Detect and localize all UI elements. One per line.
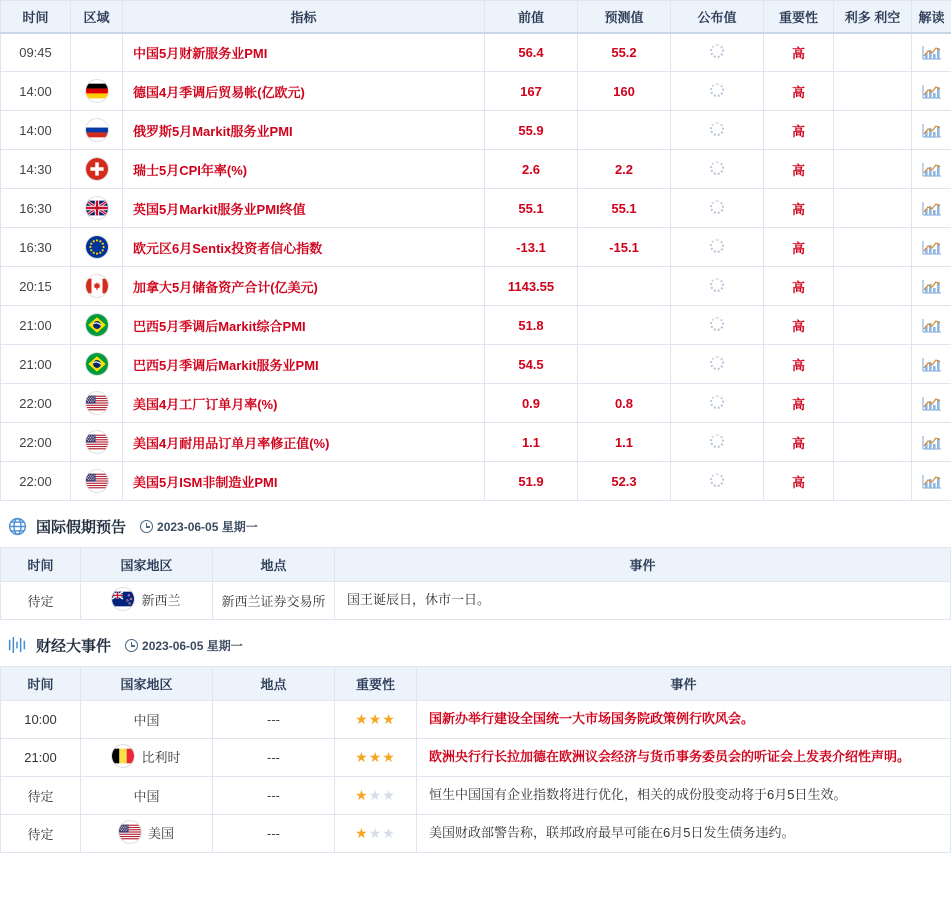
cell-previous: -13.1: [485, 228, 578, 267]
cell-importance: 高: [764, 306, 834, 345]
country-label: 新西兰: [141, 592, 181, 608]
loading-spinner-icon: [710, 200, 724, 214]
events-section-header: [0, 620, 951, 666]
star-icon: ★: [368, 825, 383, 841]
cell-importance: [335, 739, 417, 777]
events-icon: [6, 634, 28, 656]
table-row[interactable]: [1, 701, 951, 739]
cell-importance: [335, 701, 417, 739]
star-icon: ★: [382, 787, 396, 803]
chart-icon[interactable]: [922, 239, 942, 256]
cell-analysis[interactable]: [912, 345, 951, 384]
cell-importance: 高: [764, 189, 834, 228]
cell-forecast: [578, 267, 671, 306]
cell-time: 10:00: [1, 701, 81, 739]
table-row[interactable]: [1, 72, 951, 111]
cell-time: 待定: [1, 582, 81, 620]
table-row[interactable]: [1, 33, 951, 72]
cell-importance: 高: [764, 72, 834, 111]
cell-impact: [834, 345, 912, 384]
holiday-table-body: [1, 582, 951, 620]
cell-time: 16:30: [1, 228, 71, 267]
loading-spinner-icon: [710, 356, 724, 370]
cell-forecast: 55.2: [578, 33, 671, 72]
cell-impact: [834, 228, 912, 267]
cell-indicator[interactable]: 德国4月季调后贸易帐(亿欧元): [123, 72, 485, 111]
cell-analysis[interactable]: [912, 267, 951, 306]
cell-region: [71, 189, 123, 228]
cell-impact: [834, 462, 912, 501]
cell-forecast: [578, 345, 671, 384]
cell-region: [71, 150, 123, 189]
cell-previous: 55.1: [485, 189, 578, 228]
cell-time: 21:00: [1, 345, 71, 384]
cell-forecast: 1.1: [578, 423, 671, 462]
cell-previous: 0.9: [485, 384, 578, 423]
country-label: 中国: [133, 789, 160, 804]
col-impact: 利多 利空: [834, 1, 912, 33]
cell-place: ---: [213, 739, 335, 777]
cell-actual: [671, 33, 764, 72]
cell-importance: 高: [764, 345, 834, 384]
table-row[interactable]: [1, 462, 951, 501]
chart-icon[interactable]: [922, 356, 942, 373]
cell-indicator[interactable]: 俄罗斯5月Markit服务业PMI: [123, 111, 485, 150]
cell-actual: [671, 462, 764, 501]
table-row[interactable]: [1, 423, 951, 462]
cell-region: [71, 111, 123, 150]
cell-importance: 高: [764, 33, 834, 72]
importance-stars: [355, 749, 396, 765]
cell-region: [71, 384, 123, 423]
cell-indicator[interactable]: 瑞士5月CPI年率(%): [123, 150, 485, 189]
flag-icon-eu: [86, 236, 108, 258]
cell-indicator[interactable]: 加拿大5月储备资产合计(亿美元): [123, 267, 485, 306]
cell-region: [71, 267, 123, 306]
cell-previous: 51.8: [485, 306, 578, 345]
cell-time: 22:00: [1, 384, 71, 423]
cell-event: 欧洲央行行长拉加德在欧洲议会经济与货币事务委员会的听证会上发表介绍性声明。: [417, 739, 951, 777]
chart-icon[interactable]: [922, 200, 942, 217]
clock-icon: [125, 639, 138, 652]
col-region: 区域: [71, 1, 123, 33]
cell-analysis[interactable]: [912, 384, 951, 423]
col-importance: 重要性: [335, 667, 417, 701]
cell-impact: [834, 33, 912, 72]
economic-calendar-header: [1, 1, 951, 33]
col-indicator: 指标: [123, 1, 485, 33]
cell-importance: 高: [764, 384, 834, 423]
cell-country: [81, 777, 213, 815]
table-row[interactable]: [1, 345, 951, 384]
cell-time: 14:00: [1, 111, 71, 150]
col-importance: 重要性: [764, 1, 834, 33]
col-country: 国家地区: [81, 548, 213, 582]
col-event: 事件: [335, 548, 951, 582]
cell-indicator[interactable]: 美国4月工厂订单月率(%): [123, 384, 485, 423]
cell-analysis[interactable]: [912, 33, 951, 72]
cell-impact: [834, 306, 912, 345]
chart-icon[interactable]: [922, 395, 942, 412]
flag-icon-usa: [86, 392, 108, 414]
holiday-date-text: 2023-06-05 星期一: [157, 519, 258, 534]
chart-icon[interactable]: [922, 317, 942, 334]
cell-analysis[interactable]: [912, 423, 951, 462]
cell-analysis[interactable]: [912, 189, 951, 228]
cell-actual: [671, 189, 764, 228]
cell-indicator[interactable]: 巴西5月季调后Markit综合PMI: [123, 306, 485, 345]
cell-importance: 高: [764, 462, 834, 501]
loading-spinner-icon: [710, 44, 724, 58]
table-row[interactable]: [1, 189, 951, 228]
holiday-table-header: [1, 548, 951, 582]
cell-indicator[interactable]: 美国4月耐用品订单月率修正值(%): [123, 423, 485, 462]
loading-spinner-icon: [710, 122, 724, 136]
cell-forecast: [578, 111, 671, 150]
table-row[interactable]: [1, 777, 951, 815]
chart-icon[interactable]: [922, 434, 942, 451]
cell-analysis[interactable]: [912, 462, 951, 501]
col-forecast: 预测值: [578, 1, 671, 33]
loading-spinner-icon: [710, 278, 724, 292]
star-icon: ★: [355, 749, 369, 765]
flag-icon-brazil: [86, 353, 108, 375]
cell-previous: 51.9: [485, 462, 578, 501]
cell-impact: [834, 267, 912, 306]
holiday-section-date: [140, 518, 258, 535]
cell-region: [71, 423, 123, 462]
holiday-section-title: 国际假期预告: [36, 518, 127, 536]
cell-time: 22:00: [1, 462, 71, 501]
cell-actual: [671, 423, 764, 462]
loading-spinner-icon: [710, 395, 724, 409]
star-icon: ★: [355, 825, 369, 841]
chart-icon[interactable]: [922, 473, 942, 490]
holiday-section-header: [0, 501, 951, 547]
importance-stars: [355, 787, 396, 803]
table-row[interactable]: [1, 228, 951, 267]
cell-actual: [671, 306, 764, 345]
flag-icon-switzerland: [86, 158, 108, 180]
cell-previous: 56.4: [485, 33, 578, 72]
cell-impact: [834, 150, 912, 189]
cell-event: 国王诞辰日，休市一日。: [335, 582, 951, 620]
cell-indicator[interactable]: 中国5月财新服务业PMI: [123, 33, 485, 72]
cell-actual: [671, 72, 764, 111]
cell-region: [71, 72, 123, 111]
flag-icon-russia: [86, 119, 108, 141]
table-row[interactable]: [1, 739, 951, 777]
cell-indicator[interactable]: 美国5月ISM非制造业PMI: [123, 462, 485, 501]
cell-region: [71, 345, 123, 384]
loading-spinner-icon: [710, 161, 724, 175]
star-icon: ★: [368, 711, 383, 727]
flag-icon-usa: [86, 431, 108, 453]
cell-analysis[interactable]: [912, 228, 951, 267]
cell-country: [81, 815, 213, 853]
chart-icon[interactable]: [922, 122, 942, 139]
cell-forecast: 52.3: [578, 462, 671, 501]
cell-indicator[interactable]: 巴西5月季调后Markit服务业PMI: [123, 345, 485, 384]
flag-icon-canada: [86, 275, 108, 297]
cell-time: 16:30: [1, 189, 71, 228]
chart-icon[interactable]: [922, 44, 942, 61]
importance-stars: [355, 711, 396, 727]
cell-time: 09:45: [1, 33, 71, 72]
cell-indicator[interactable]: 欧元区6月Sentix投资者信心指数: [123, 228, 485, 267]
loading-spinner-icon: [710, 473, 724, 487]
cell-impact: [834, 111, 912, 150]
cell-forecast: [578, 306, 671, 345]
globe-icon: [6, 515, 28, 537]
flag-icon-usa: [86, 470, 108, 492]
col-time: 时间: [1, 548, 81, 582]
country-label: 中国: [133, 713, 160, 728]
loading-spinner-icon: [710, 317, 724, 331]
col-country: 国家地区: [81, 667, 213, 701]
cell-region: [71, 462, 123, 501]
cell-region: [71, 228, 123, 267]
clock-icon: [140, 520, 153, 533]
star-icon: ★: [382, 825, 396, 841]
cell-region: [71, 306, 123, 345]
cell-actual: [671, 150, 764, 189]
cell-actual: [671, 384, 764, 423]
star-icon: ★: [355, 787, 369, 803]
col-previous: 前值: [485, 1, 578, 33]
chart-icon[interactable]: [922, 161, 942, 178]
cell-time: 待定: [1, 777, 81, 815]
col-actual: 公布值: [671, 1, 764, 33]
events-table: [0, 666, 951, 853]
cell-actual: [671, 111, 764, 150]
col-analysis: 解读: [912, 1, 951, 33]
cell-place: ---: [213, 777, 335, 815]
cell-event: 美国财政部警告称，联邦政府最早可能在6月5日发生债务违约。: [417, 815, 951, 853]
col-time: 时间: [1, 667, 81, 701]
cell-previous: 167: [485, 72, 578, 111]
table-row[interactable]: [1, 582, 951, 620]
chart-icon[interactable]: [922, 278, 942, 295]
cell-importance: [335, 777, 417, 815]
cell-event: 恒生中国国有企业指数将进行优化，相关的成份股变动将于6月5日生效。: [417, 777, 951, 815]
col-event: 事件: [417, 667, 951, 701]
cell-time: 20:15: [1, 267, 71, 306]
cell-time: 21:00: [1, 306, 71, 345]
cell-importance: 高: [764, 228, 834, 267]
cell-previous: 1.1: [485, 423, 578, 462]
cell-time: 21:00: [1, 739, 81, 777]
cell-place: ---: [213, 701, 335, 739]
cell-impact: [834, 384, 912, 423]
star-icon: ★: [368, 787, 383, 803]
star-icon: ★: [382, 749, 396, 765]
flag-icon-usa: [119, 821, 141, 843]
cell-analysis[interactable]: [912, 150, 951, 189]
cell-time: 14:00: [1, 72, 71, 111]
cell-forecast: 2.2: [578, 150, 671, 189]
cell-importance: 高: [764, 423, 834, 462]
table-header-row: [1, 1, 951, 33]
cell-forecast: 160: [578, 72, 671, 111]
cell-impact: [834, 189, 912, 228]
cell-impact: [834, 72, 912, 111]
col-place: 地点: [213, 667, 335, 701]
country-label: 比利时: [141, 749, 181, 765]
table-row[interactable]: [1, 150, 951, 189]
flag-icon-germany: [86, 80, 108, 102]
cell-country: [81, 582, 213, 620]
cell-place: 新西兰证券交易所: [213, 582, 335, 620]
star-icon: ★: [368, 749, 383, 765]
star-icon: ★: [382, 711, 396, 727]
table-row[interactable]: [1, 267, 951, 306]
flag-icon-belgium: [112, 745, 134, 767]
loading-spinner-icon: [710, 239, 724, 253]
cell-analysis[interactable]: [912, 111, 951, 150]
cell-analysis[interactable]: [912, 72, 951, 111]
cell-time: 22:00: [1, 423, 71, 462]
col-time: 时间: [1, 1, 71, 33]
cell-previous: 55.9: [485, 111, 578, 150]
cell-actual: [671, 267, 764, 306]
events-table-header: [1, 667, 951, 701]
cell-time: 14:30: [1, 150, 71, 189]
flag-icon-brazil: [86, 314, 108, 336]
flag-icon-uk: [86, 197, 108, 219]
table-row[interactable]: [1, 306, 951, 345]
cell-country: [81, 701, 213, 739]
cell-event: 国新办举行建设全国统一大市场国务院政策例行吹风会。: [417, 701, 951, 739]
importance-stars: [355, 825, 396, 841]
economic-calendar-body: [1, 33, 951, 501]
country-label: 美国: [147, 825, 174, 841]
table-row[interactable]: [1, 384, 951, 423]
cell-actual: [671, 228, 764, 267]
table-row[interactable]: [1, 815, 951, 853]
table-header-row: [1, 548, 951, 582]
star-icon: ★: [355, 711, 369, 727]
cell-importance: 高: [764, 150, 834, 189]
events-date-text: 2023-06-05 星期一: [142, 638, 243, 653]
events-table-body: [1, 701, 951, 853]
cell-previous: 54.5: [485, 345, 578, 384]
col-place: 地点: [213, 548, 335, 582]
table-row[interactable]: [1, 111, 951, 150]
cell-region: [71, 33, 123, 72]
events-section-title: 财经大事件: [36, 637, 112, 655]
cell-actual: [671, 345, 764, 384]
cell-place: ---: [213, 815, 335, 853]
cell-importance: 高: [764, 111, 834, 150]
cell-importance: 高: [764, 267, 834, 306]
flag-icon-newzealand: [112, 588, 134, 610]
cell-forecast: -15.1: [578, 228, 671, 267]
cell-previous: 1143.55: [485, 267, 578, 306]
events-section-date: [125, 637, 243, 654]
cell-forecast: 55.1: [578, 189, 671, 228]
cell-importance: [335, 815, 417, 853]
loading-spinner-icon: [710, 434, 724, 448]
table-header-row: [1, 667, 951, 701]
cell-impact: [834, 423, 912, 462]
chart-icon[interactable]: [922, 83, 942, 100]
cell-forecast: 0.8: [578, 384, 671, 423]
cell-country: [81, 739, 213, 777]
cell-analysis[interactable]: [912, 306, 951, 345]
cell-previous: 2.6: [485, 150, 578, 189]
cell-indicator[interactable]: 英国5月Markit服务业PMI终值: [123, 189, 485, 228]
cell-time: 待定: [1, 815, 81, 853]
loading-spinner-icon: [710, 83, 724, 97]
holiday-table: [0, 547, 951, 620]
